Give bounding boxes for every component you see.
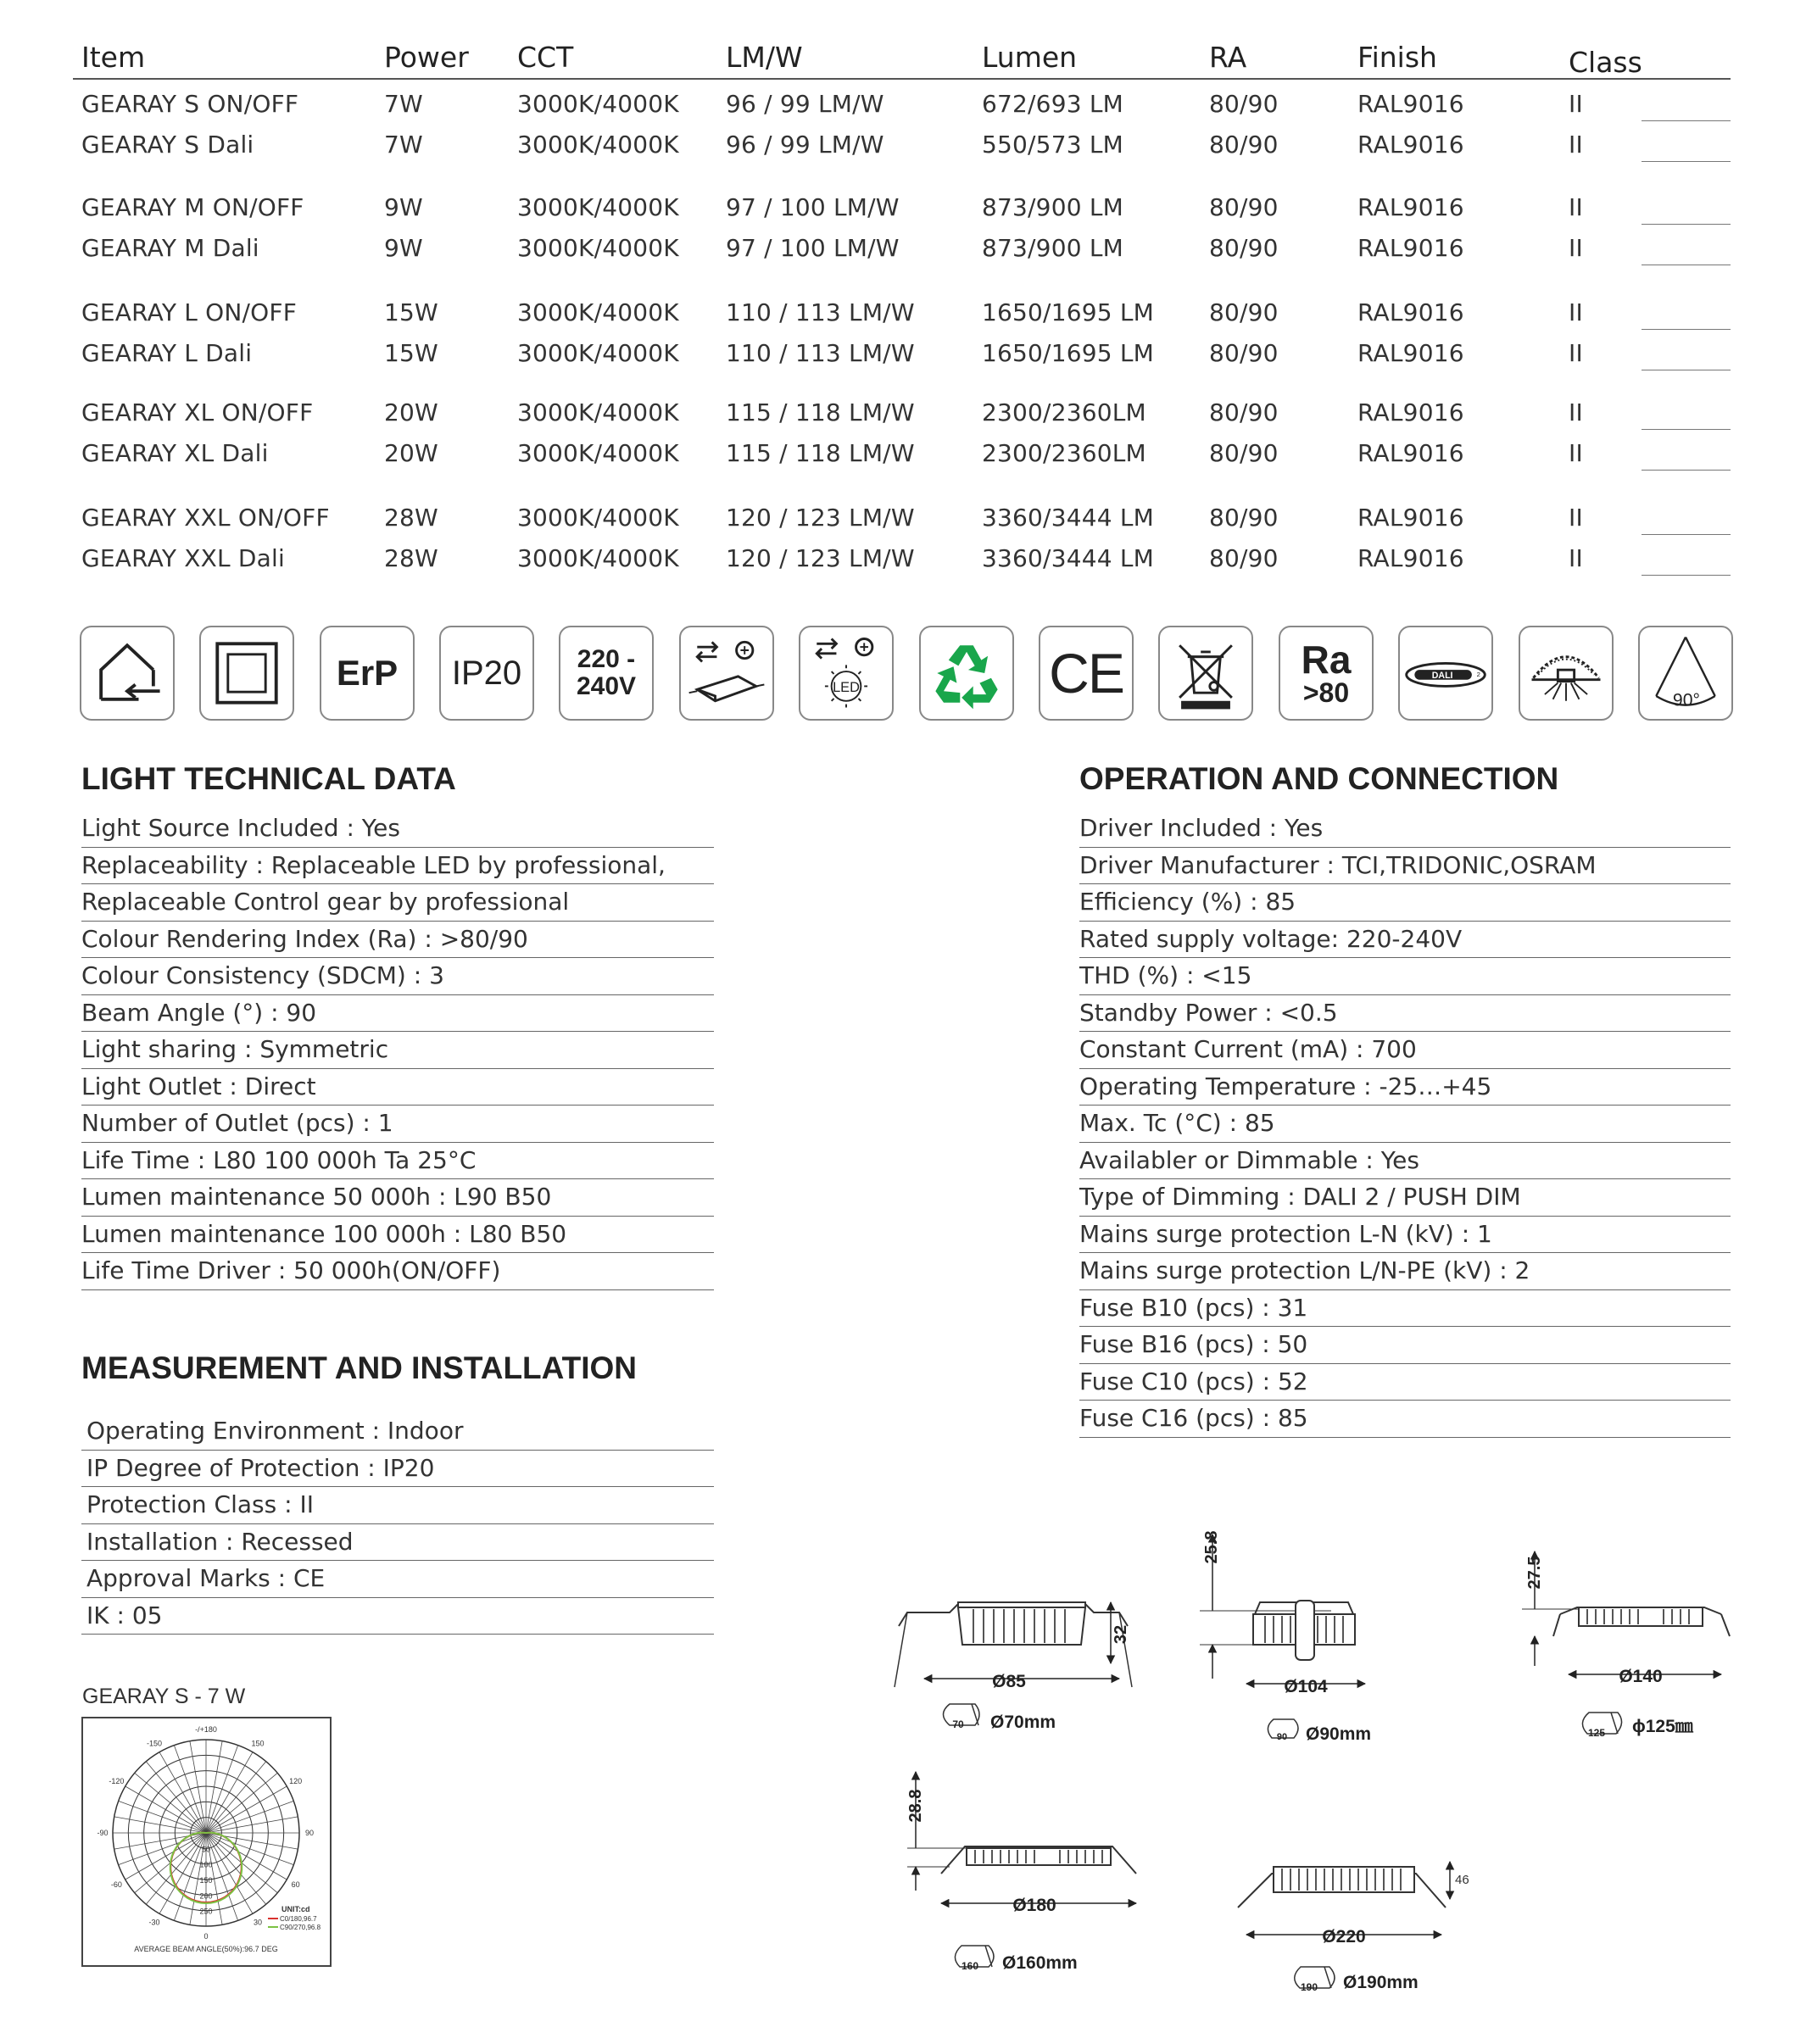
light-technical-row: Replaceability : Replaceable LED by professional, [81,848,714,885]
cell-cct: 3000K/4000K [517,131,679,159]
cell-lmw: 110 / 113 LM/W [726,298,915,326]
polar-radial-label: 50 [201,1845,211,1854]
svg-text:2: 2 [1476,670,1480,678]
header-item: Item [81,41,146,74]
light-technical-title: LIGHT TECHNICAL DATA [81,761,456,796]
cell-class: II [1569,298,1583,326]
table-row [73,498,1731,539]
light-technical-row: Beam Angle (°) : 90 [81,995,714,1033]
cell-power: 20W [384,439,438,467]
external-driver-icon [679,626,774,721]
measurement-list [81,1413,714,1635]
polar-angle-label: -60 [110,1880,122,1889]
ip20-icon: IP20 [439,626,534,721]
cell-power: 7W [384,131,423,159]
svg-text:Ø104: Ø104 [1284,1677,1328,1696]
light-technical-row: Light Outlet : Direct [81,1069,714,1106]
cell-lmw: 115 / 118 LM/W [726,439,915,467]
cell-item: GEARAY M ON/OFF [81,193,304,221]
polar-angle-label: -30 [148,1918,160,1927]
cell-ra: 80/90 [1209,90,1279,118]
operation-row: Driver Included : Yes [1079,810,1731,848]
drawing-xl [906,1772,1136,1973]
operation-row: Type of Dimming : DALI 2 / PUSH DIM [1079,1179,1731,1217]
weee-crossed-bin-icon [1158,626,1253,721]
drawing-xxl [1238,1862,1469,1993]
table-header [73,36,1731,80]
table-row [73,188,1731,229]
table-row [73,393,1731,434]
cell-item: GEARAY XL Dali [81,439,269,467]
cell-item: GEARAY L Dali [81,339,253,367]
polar-angle-label: 30 [253,1918,263,1927]
polar-angle-label: -150 [146,1739,163,1748]
cell-lmw: 97 / 100 LM/W [726,193,900,221]
cell-lmw: 120 / 123 LM/W [726,544,915,572]
dimension-drawings [890,1518,1738,2009]
operation-row: Constant Current (mA) : 700 [1079,1032,1731,1069]
polar-footer: AVERAGE BEAM ANGLE(50%):96.7 DEG [134,1945,278,1953]
cell-lmw: 96 / 99 LM/W [726,131,884,159]
voltage-icon: 220 - 240V [559,626,654,721]
operation-row: THD (%) : <15 [1079,958,1731,995]
cell-cct: 3000K/4000K [517,298,679,326]
svg-text:125: 125 [1587,1727,1606,1739]
operation-row: Fuse C10 (pcs) : 52 [1079,1364,1731,1401]
light-technical-row: Colour Consistency (SDCM) : 3 [81,958,714,995]
svg-text:46: 46 [1455,1873,1469,1887]
cell-class: II [1569,398,1583,426]
svg-text:Ø180: Ø180 [1012,1896,1056,1915]
blank-line [1642,329,1731,330]
cell-item: GEARAY S ON/OFF [81,90,299,118]
cell-finish: RAL9016 [1357,439,1464,467]
cell-lumen: 672/693 LM [982,90,1123,118]
operation-title: OPERATION AND CONNECTION [1079,761,1559,796]
cell-ra: 80/90 [1209,339,1279,367]
cell-finish: RAL9016 [1357,193,1464,221]
cell-power: 7W [384,90,423,118]
operation-row: Driver Manufacturer : TCI,TRIDONIC,OSRAM [1079,848,1731,885]
table-row [73,85,1731,125]
svg-text:160: 160 [961,1960,979,1972]
cell-lmw: 110 / 113 LM/W [726,339,915,367]
drawing-l [1522,1551,1730,1739]
cell-lumen: 1650/1695 LM [982,298,1155,326]
polar-angle-label: -90 [97,1829,109,1837]
operation-row: Fuse B16 (pcs) : 50 [1079,1327,1731,1364]
cell-ra: 80/90 [1209,193,1279,221]
cell-lmw: 96 / 99 LM/W [726,90,884,118]
header-lmw: LM/W [726,41,803,74]
svg-text:28.8: 28.8 [906,1789,925,1823]
operation-row: Rated supply voltage: 220-240V [1079,922,1731,959]
dali-icon [1398,626,1493,721]
cell-power: 28W [384,504,438,532]
blank-line [1642,429,1731,430]
cell-item: GEARAY S Dali [81,131,254,159]
header-cct: CCT [517,41,574,74]
cell-cct: 3000K/4000K [517,90,679,118]
polar-radial-label: 250 [199,1907,213,1916]
polar-radial-label: 150 [199,1876,213,1885]
header-ra: RA [1209,41,1247,74]
operation-row: Mains surge protection L-N (kV) : 1 [1079,1217,1731,1254]
beam-angle-icon [1638,626,1733,721]
table-row [73,293,1731,334]
polar-angle-label: 60 [291,1880,300,1889]
header-lumen: Lumen [982,41,1078,74]
polar-radial-label: 100 [199,1860,213,1869]
drawing-s [895,1602,1132,1732]
blank-line [1642,120,1731,121]
svg-text:Ø160mm: Ø160mm [1002,1953,1078,1973]
light-technical-row: Light Source Included : Yes [81,810,714,848]
cell-finish: RAL9016 [1357,90,1464,118]
recycle-icon [919,626,1014,721]
cell-class: II [1569,339,1583,367]
cell-cct: 3000K/4000K [517,504,679,532]
cell-cct: 3000K/4000K [517,193,679,221]
cell-lmw: 115 / 118 LM/W [726,398,915,426]
svg-text:ϕ125㎜: ϕ125㎜ [1632,1717,1693,1736]
polar-angle-label: 90 [304,1829,315,1837]
svg-text:Ø140: Ø140 [1619,1667,1663,1686]
table-row [73,125,1731,166]
table-row [73,334,1731,375]
cell-item: GEARAY XL ON/OFF [81,398,314,426]
cell-lumen: 3360/3444 LM [982,504,1155,532]
led-source-icon [799,626,894,721]
svg-text:LED: LED [833,680,860,696]
cell-lmw: 97 / 100 LM/W [726,234,900,262]
heatsink-luminaire-icon [1519,626,1614,721]
light-technical-row: Lumen maintenance 100 000h : L80 B50 [81,1217,714,1254]
blank-line [1642,470,1731,471]
polar-angle-label: -120 [109,1777,125,1785]
light-technical-row: Light sharing : Symmetric [81,1032,714,1069]
cell-lumen: 2300/2360LM [982,398,1146,426]
measurement-row: IP Degree of Protection : IP20 [81,1451,714,1488]
light-technical-row: Life Time : L80 100 000h Ta 25°C [81,1143,714,1180]
cell-power: 20W [384,398,438,426]
polar-angle-label: 150 [251,1739,265,1748]
cell-ra: 80/90 [1209,398,1279,426]
polar-chart-title: GEARAY S - 7 W [82,1685,246,1708]
cell-item: GEARAY XXL Dali [81,544,285,572]
measurement-row: Protection Class : II [81,1487,714,1524]
measurement-row: IK : 05 [81,1598,714,1635]
cell-item: GEARAY L ON/OFF [81,298,298,326]
polar-legend-unit: UNIT:cd [281,1905,310,1913]
light-technical-row: Number of Outlet (pcs) : 1 [81,1106,714,1143]
svg-text:90°: 90° [1672,690,1701,710]
polar-chart-frame [81,1717,332,1967]
cell-lumen: 550/573 LM [982,131,1123,159]
cell-lumen: 873/900 LM [982,234,1123,262]
operation-row: Availabler or Dimmable : Yes [1079,1143,1731,1180]
operation-row: Max. Tc (°C) : 85 [1079,1106,1731,1143]
erp-icon: ErP [320,626,415,721]
svg-text:Ø90mm: Ø90mm [1306,1724,1372,1744]
light-technical-row: Life Time Driver : 50 000h(ON/OFF) [81,1253,714,1290]
certification-icons [80,626,1733,721]
cell-ra: 80/90 [1209,439,1279,467]
cell-finish: RAL9016 [1357,339,1464,367]
blank-line [1642,534,1731,535]
svg-text:Ø190mm: Ø190mm [1343,1973,1419,1992]
cell-cct: 3000K/4000K [517,398,679,426]
cell-cct: 3000K/4000K [517,234,679,262]
cell-finish: RAL9016 [1357,504,1464,532]
table-row [73,434,1731,475]
svg-text:90: 90 [1276,1732,1288,1742]
cell-class: II [1569,439,1583,467]
cell-lumen: 873/900 LM [982,193,1123,221]
polar-legend-c90: C90/270,96.8 [280,1924,321,1931]
cell-lumen: 1650/1695 LM [982,339,1155,367]
polar-angle-label: 120 [289,1777,303,1785]
svg-text:Ø220: Ø220 [1322,1927,1366,1947]
cell-lumen: 3360/3444 LM [982,544,1155,572]
ce-mark-icon: CE [1039,626,1134,721]
operation-row: Efficiency (%) : 85 [1079,884,1731,922]
polar-chart [83,1718,330,1965]
drawing-m [1200,1531,1371,1744]
cell-power: 9W [384,234,423,262]
svg-text:32: 32 [1112,1624,1130,1645]
operation-row: Standby Power : <0.5 [1079,995,1731,1033]
cell-ra: 80/90 [1209,131,1279,159]
polar-legend-c0: C0/180,96.7 [280,1915,317,1923]
cell-finish: RAL9016 [1357,131,1464,159]
blank-line [1642,161,1731,162]
cell-lmw: 120 / 123 LM/W [726,504,915,532]
blank-line [1642,224,1731,225]
cell-power: 15W [384,339,438,367]
operation-row: Fuse C16 (pcs) : 85 [1079,1401,1731,1438]
cell-class: II [1569,131,1583,159]
svg-text:70: 70 [952,1718,964,1730]
cell-class: II [1569,234,1583,262]
cell-ra: 80/90 [1209,234,1279,262]
cell-finish: RAL9016 [1357,544,1464,572]
operation-list [1079,810,1731,1438]
cell-item: GEARAY XXL ON/OFF [81,504,330,532]
cell-ra: 80/90 [1209,504,1279,532]
product-table [73,36,1731,572]
indoor-house-icon [80,626,175,721]
ra-80-icon: Ra >80 [1279,626,1374,721]
cell-item: GEARAY M Dali [81,234,259,262]
light-technical-row: Replaceable Control gear by professional [81,884,714,922]
measurement-row: Installation : Recessed [81,1524,714,1562]
svg-text:27.5: 27.5 [1525,1556,1544,1590]
svg-text:25.8: 25.8 [1202,1530,1221,1564]
svg-text:DALI: DALI [1431,670,1453,681]
polar-angle-label: -/+180 [195,1725,217,1734]
header-finish: Finish [1357,41,1437,74]
svg-text:Ø85: Ø85 [992,1672,1026,1691]
light-technical-row: Lumen maintenance 50 000h : L90 B50 [81,1179,714,1217]
class-ii-double-insulation-icon [199,626,294,721]
cell-ra: 80/90 [1209,298,1279,326]
measurement-row: Approval Marks : CE [81,1561,714,1598]
cell-class: II [1569,193,1583,221]
svg-text:190: 190 [1300,1981,1318,1993]
cell-lumen: 2300/2360LM [982,439,1146,467]
table-row [73,539,1731,580]
cell-cct: 3000K/4000K [517,439,679,467]
cell-power: 9W [384,193,423,221]
cell-finish: RAL9016 [1357,234,1464,262]
blank-line [1642,575,1731,576]
light-technical-list [81,810,714,1290]
polar-radial-label: 200 [199,1891,213,1901]
operation-row: Mains surge protection L/N-PE (kV) : 2 [1079,1253,1731,1290]
measurement-title: MEASUREMENT AND INSTALLATION [81,1351,637,1385]
cell-finish: RAL9016 [1357,298,1464,326]
light-technical-row: Colour Rendering Index (Ra) : >80/90 [81,922,714,959]
cell-cct: 3000K/4000K [517,339,679,367]
cell-power: 15W [384,298,438,326]
cell-cct: 3000K/4000K [517,544,679,572]
cell-ra: 80/90 [1209,544,1279,572]
operation-row: Operating Temperature : -25…+45 [1079,1069,1731,1106]
measurement-row: Operating Environment : Indoor [81,1413,714,1451]
cell-class: II [1569,504,1583,532]
header-power: Power [384,41,469,74]
cell-finish: RAL9016 [1357,398,1464,426]
cell-class: II [1569,90,1583,118]
svg-text:Ø70mm: Ø70mm [990,1713,1056,1732]
cell-power: 28W [384,544,438,572]
cell-class: II [1569,544,1583,572]
polar-angle-label: 0 [203,1932,209,1941]
table-row [73,229,1731,270]
header-class: Class [1569,46,1642,79]
operation-row: Fuse B10 (pcs) : 31 [1079,1290,1731,1328]
